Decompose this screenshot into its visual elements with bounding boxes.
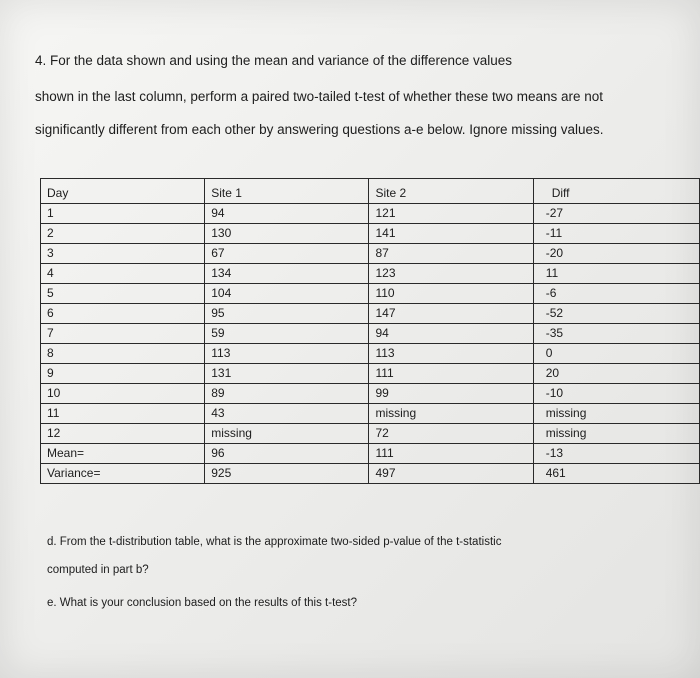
cell-site-1-mean: 96 <box>205 444 369 464</box>
question-text-line-3: significantly different from each other by answering questions a-e below. Ignore missing values. <box>35 122 604 137</box>
cell-diff-variance: 461 <box>533 464 699 484</box>
cell-site-1: 67 <box>205 244 369 264</box>
cell-diff: 20 <box>533 364 699 384</box>
cell-day: 8 <box>41 344 205 364</box>
cell-site-2: 123 <box>369 264 533 284</box>
table-row <box>41 304 700 324</box>
table-row <box>41 344 700 364</box>
table-header-row <box>41 179 700 204</box>
header-site-2: Site 2 <box>369 179 533 204</box>
cell-site-2: 147 <box>369 304 533 324</box>
table-row <box>41 244 700 264</box>
cell-diff: 11 <box>533 264 699 284</box>
table-row-mean <box>41 444 700 464</box>
cell-mean-label: Mean= <box>41 444 205 464</box>
table-row-variance <box>41 464 700 484</box>
cell-site-1-variance: 925 <box>205 464 369 484</box>
cell-diff: -11 <box>533 224 699 244</box>
header-site-1: Site 1 <box>205 179 369 204</box>
cell-day: 10 <box>41 384 205 404</box>
cell-site-1: 43 <box>205 404 369 424</box>
cell-site-2-variance: 497 <box>369 464 533 484</box>
header-diff: Diff <box>533 179 699 204</box>
cell-day: 5 <box>41 284 205 304</box>
cell-site-1: 113 <box>205 344 369 364</box>
cell-site-1: 94 <box>205 204 369 224</box>
question-d-line-2: computed in part b? <box>47 564 149 576</box>
cell-diff: missing <box>533 404 699 424</box>
cell-site-1: 89 <box>205 384 369 404</box>
question-text-line-1: 4. For the data shown and using the mean and variance of the difference values <box>35 53 513 68</box>
cell-day: 2 <box>41 224 205 244</box>
cell-day: 12 <box>41 424 205 444</box>
data-table <box>40 178 700 484</box>
cell-diff: 0 <box>533 344 699 364</box>
cell-site-2: 121 <box>369 204 533 224</box>
cell-day: 1 <box>41 204 205 224</box>
cell-diff-mean: -13 <box>533 444 699 464</box>
cell-diff: -20 <box>533 244 699 264</box>
cell-site-1: 59 <box>205 324 369 344</box>
question-e-line: e. What is your conclusion based on the results of this t-test? <box>47 597 358 609</box>
cell-site-1: 134 <box>205 264 369 284</box>
cell-day: 9 <box>41 364 205 384</box>
cell-site-1: 104 <box>205 284 369 304</box>
table-row <box>41 264 700 284</box>
cell-day: 3 <box>41 244 205 264</box>
cell-site-2: 110 <box>369 284 533 304</box>
table-row <box>41 404 700 424</box>
cell-site-2: 111 <box>369 364 533 384</box>
table-row <box>41 224 700 244</box>
cell-site-2-mean: 111 <box>369 444 533 464</box>
cell-variance-label: Variance= <box>41 464 205 484</box>
table-row <box>41 364 700 384</box>
table-row <box>41 324 700 344</box>
cell-site-1: 130 <box>205 224 369 244</box>
cell-diff: missing <box>533 424 699 444</box>
cell-day: 6 <box>41 304 205 324</box>
table-row <box>41 424 700 444</box>
cell-day: 11 <box>41 404 205 424</box>
cell-site-2: missing <box>369 404 533 424</box>
cell-diff: -6 <box>533 284 699 304</box>
cell-diff: -52 <box>533 304 699 324</box>
cell-site-1: 131 <box>205 364 369 384</box>
cell-diff: -35 <box>533 324 699 344</box>
question-text-line-2: shown in the last column, perform a paired two-tailed t-test of whether these two means are not <box>35 89 604 104</box>
question-d-line-1: d. From the t-distribution table, what is the approximate two-sided p-value of the t-statistic <box>47 536 502 548</box>
cell-site-2: 94 <box>369 324 533 344</box>
cell-site-2: 99 <box>369 384 533 404</box>
cell-site-2: 72 <box>369 424 533 444</box>
cell-site-2: 87 <box>369 244 533 264</box>
table-row <box>41 384 700 404</box>
cell-diff: -10 <box>533 384 699 404</box>
cell-site-1: missing <box>205 424 369 444</box>
cell-site-2: 113 <box>369 344 533 364</box>
cell-day: 4 <box>41 264 205 284</box>
table-row <box>41 284 700 304</box>
cell-site-2: 141 <box>369 224 533 244</box>
cell-diff: -27 <box>533 204 699 224</box>
cell-site-1: 95 <box>205 304 369 324</box>
header-day: Day <box>41 179 205 204</box>
cell-day: 7 <box>41 324 205 344</box>
table-row <box>41 204 700 224</box>
